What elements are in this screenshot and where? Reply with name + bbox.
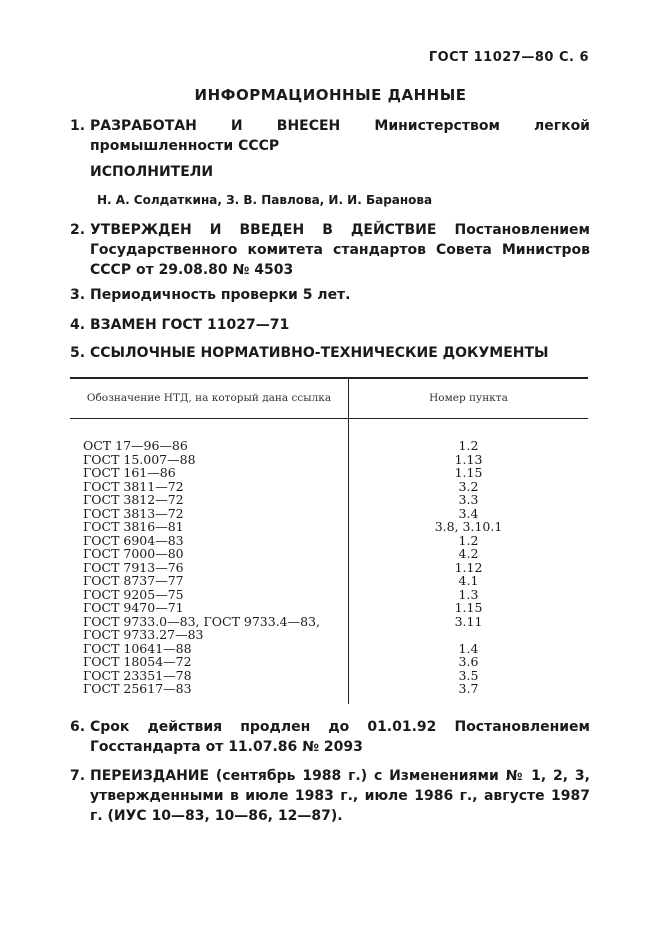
table-row (70, 547, 588, 561)
table-row (70, 669, 588, 683)
item-number: 2. (70, 222, 86, 238)
designation-cell: ГОСТ 9205—75 (70, 588, 349, 602)
table-row (70, 655, 588, 669)
table-row (70, 561, 588, 575)
item-text: ПЕРЕИЗДАНИЕ (сентябрь 1988 г.) с Изменениями № 1, 2, 3, утвержденными в июле 1983 г., июле 1986 г., августе 1987 г. (ИУС 10—83, 10—86, 12—87). (90, 768, 590, 824)
table-row (70, 642, 588, 656)
item-1 (70, 116, 590, 156)
clause-cell: 1.4 (458, 640, 479, 656)
item-number: 6. (70, 719, 86, 735)
designation-cell: ГОСТ 8737—77 (70, 574, 349, 588)
clause-cell: 3.5 (458, 667, 479, 683)
table-header-row (70, 378, 588, 419)
clause-cell: 4.1 (458, 573, 479, 588)
item-number: 7. (70, 768, 86, 784)
clause-cell: 1.15 (454, 465, 483, 480)
item-7 (70, 766, 590, 826)
reference-table (70, 378, 588, 704)
executors-label: ИСПОЛНИТЕЛИ (90, 164, 214, 180)
item-3 (70, 285, 590, 305)
item-text: Периодичность проверки 5 лет. (90, 287, 351, 303)
designation-cell: ГОСТ 25617—83 (70, 682, 349, 704)
clause-cell: 1.13 (454, 451, 483, 467)
designation-cell: ГОСТ 161—86 (70, 466, 349, 480)
designation-cell: ГОСТ 3813—72 (70, 507, 349, 521)
table-row (70, 493, 588, 507)
item-text: УТВЕРЖДЕН И ВВЕДЕН В ДЕЙСТВИЕ Постановлением Государственного комитета стандартов Совета Министров СССР от 29.08.80 № 4503 (90, 222, 590, 278)
clause-cell: 1.15 (454, 600, 483, 615)
table-row (70, 507, 588, 521)
clause-cell: 3.8, 3.10.1 (434, 519, 503, 534)
page-title: ИНФОРМАЦИОННЫЕ ДАННЫЕ (194, 86, 467, 104)
table-row (70, 520, 588, 534)
table-row (70, 588, 588, 602)
clause-cell: 1.2 (458, 438, 479, 453)
page-header: ГОСТ 11027—80 С. 6 (428, 50, 589, 65)
designation-cell: ГОСТ 3811—72 (70, 480, 349, 494)
column-header-clause: Номер пункта (349, 378, 589, 419)
designation-cell: ГОСТ 23351—78 (70, 669, 349, 683)
item-6 (70, 717, 590, 757)
clause-cell: 3.2 (458, 478, 479, 494)
item-text: РАЗРАБОТАН И ВНЕСЕН Министерством легкой промышленности СССР (90, 118, 590, 154)
clause-cell: 1.3 (458, 586, 479, 602)
designation-cell: ГОСТ 6904—83 (70, 534, 349, 548)
clause-cell: 1.2 (458, 532, 479, 548)
item-text: ВЗАМЕН ГОСТ 11027—71 (90, 317, 290, 333)
designation-cell: ГОСТ 10641—88 (70, 642, 349, 656)
clause-cell: 3.11 (454, 613, 483, 629)
item-text: ССЫЛОЧНЫЕ НОРМАТИВНО-ТЕХНИЧЕСКИЕ ДОКУМЕНТЫ (90, 345, 549, 361)
table-row (70, 682, 588, 704)
clause-cell: 4.2 (458, 546, 479, 561)
designation-cell: ОСТ 17—96—86 (70, 419, 349, 453)
item-2 (70, 220, 590, 280)
table-row (70, 615, 588, 642)
item-number: 3. (70, 287, 86, 303)
table-row (70, 466, 588, 480)
item-number: 5. (70, 345, 86, 361)
item-4 (70, 315, 590, 335)
table-row (70, 534, 588, 548)
item-text: Срок действия продлен до 01.01.92 Постановлением Госстандарта от 11.07.86 № 2093 (90, 719, 590, 755)
table-row (70, 574, 588, 588)
table-row (70, 419, 588, 453)
executors-names: Н. А. Солдаткина, З. В. Павлова, И. И. Баранова (97, 193, 433, 207)
item-number: 4. (70, 317, 86, 333)
clause-cell: 3.6 (458, 654, 479, 669)
clause-cell: 3.4 (458, 505, 479, 521)
designation-cell: ГОСТ 3816—81 (70, 520, 349, 534)
clause-cell: 1.12 (454, 559, 483, 575)
designation-cell: ГОСТ 9470—71 (70, 601, 349, 615)
column-header-designation: Обозначение НТД, на который дана ссылка (70, 378, 349, 419)
clause-cell: 3.7 (458, 681, 479, 696)
designation-cell: ГОСТ 7000—80 (70, 547, 349, 561)
item-number: 1. (70, 118, 86, 134)
table-row (70, 480, 588, 494)
item-5 (70, 343, 590, 363)
designation-cell: ГОСТ 18054—72 (70, 655, 349, 669)
designation-cell: ГОСТ 9733.0—83, ГОСТ 9733.4—83, ГОСТ 9733.27—83 (70, 615, 349, 642)
table-row (70, 601, 588, 615)
designation-cell: ГОСТ 15.007—88 (70, 453, 349, 467)
table-row (70, 453, 588, 467)
clause-cell: 3.3 (458, 492, 479, 507)
designation-cell: ГОСТ 7913—76 (70, 561, 349, 575)
designation-cell: ГОСТ 3812—72 (70, 493, 349, 507)
